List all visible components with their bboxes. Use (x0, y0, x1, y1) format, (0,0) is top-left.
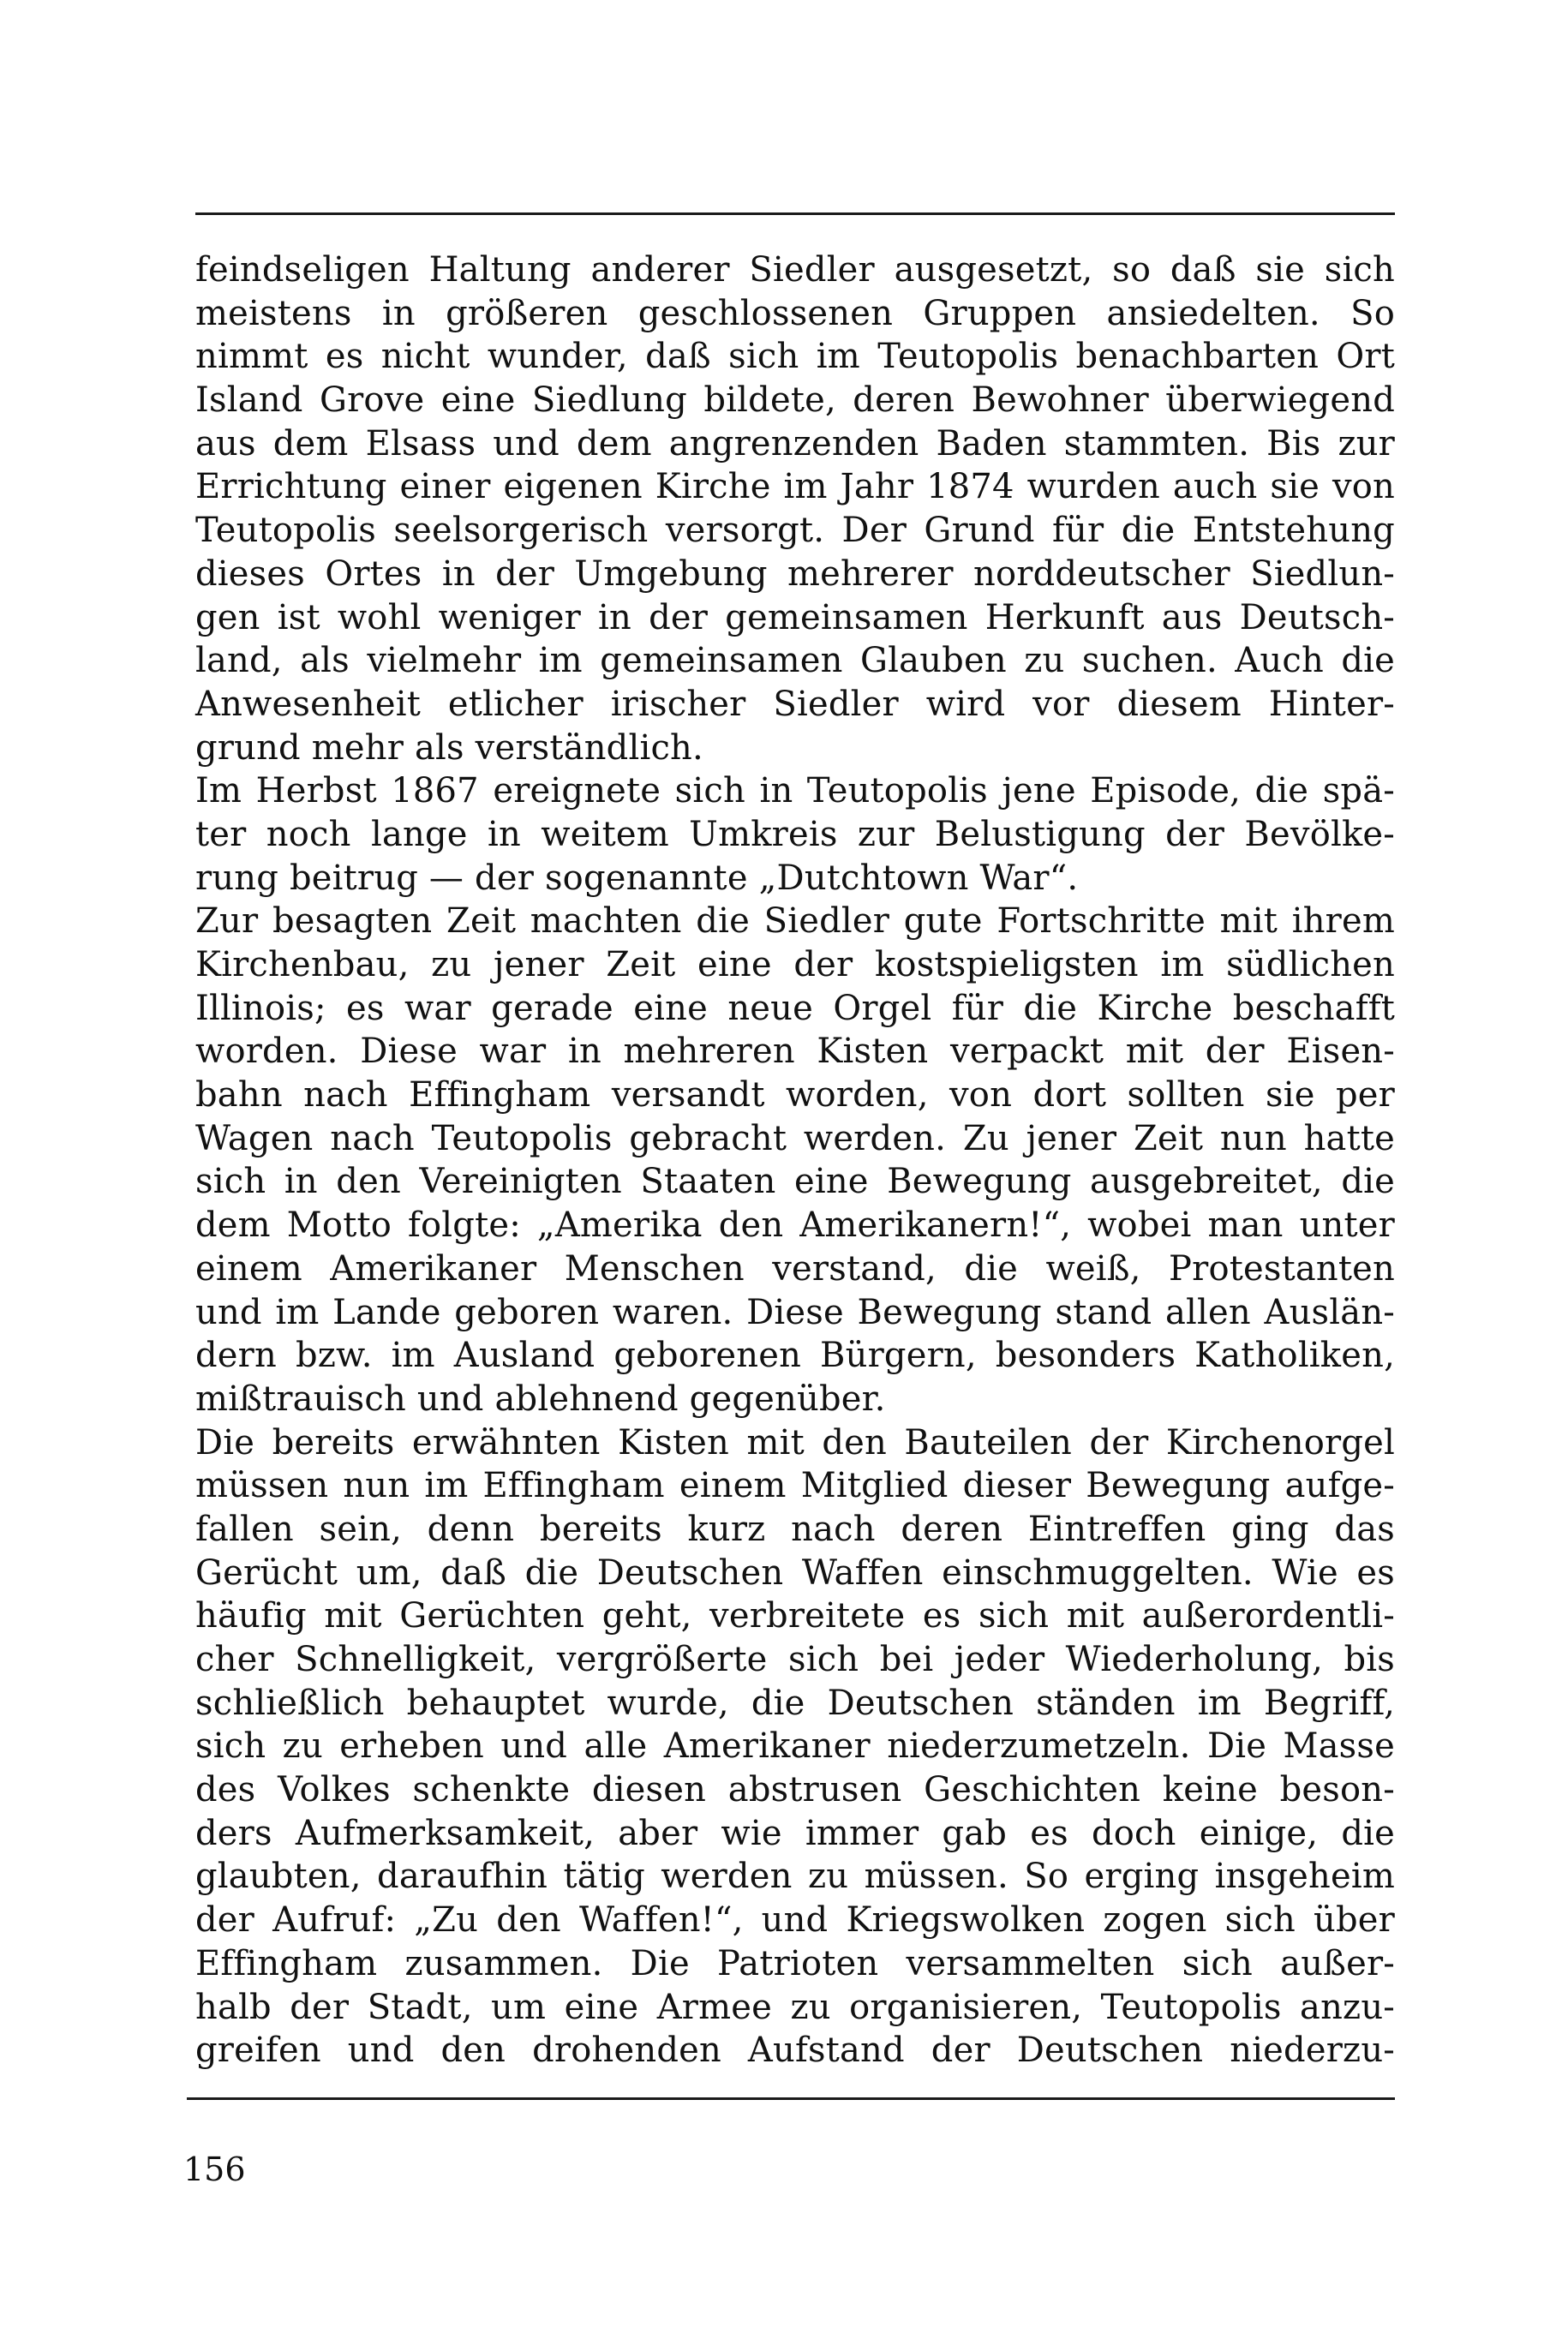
text-line: meistens in größeren geschlossenen Gruppen ansiedelten. So (195, 293, 1395, 333)
text-line: Gerücht um, daß die Deutschen Waffen einschmuggelten. Wie es (195, 1552, 1395, 1593)
text-line: halb der Stadt, um eine Armee zu organisieren, Teutopolis anzu- (195, 1987, 1395, 2027)
text-line: glaubten, daraufhin tätig werden zu müssen. So erging insgeheim (195, 1857, 1395, 1897)
text-line: ter noch lange in weitem Umkreis zur Belustigung der Bevölke- (195, 814, 1395, 854)
text-line: des Volkes schenkte diesen abstrusen Geschichten keine beson- (195, 1770, 1395, 1810)
text-line: Errichtung einer eigenen Kirche im Jahr 1874 wurden auch sie von (195, 467, 1395, 507)
page-number: 156 (183, 2151, 246, 2188)
text-line: schließlich behauptet wurde, die Deutschen ständen im Begriff, (195, 1683, 1395, 1723)
text-line: dem Motto folgte: „Amerika den Amerikanern!“, wobei man unter (195, 1205, 1395, 1246)
text-line: bahn nach Effingham versandt worden, von dort sollten sie per (195, 1075, 1395, 1116)
text-line: müssen nun im Effingham einem Mitglied dieser Bewegung aufge- (195, 1466, 1395, 1506)
text-line: und im Lande geboren waren. Diese Bewegung stand allen Auslän- (195, 1292, 1395, 1332)
text-line: land, als vielmehr im gemeinsamen Glauben zu suchen. Auch die (195, 641, 1395, 681)
text-line: greifen und den drohenden Aufstand der Deutschen niederzu- (195, 2031, 1395, 2071)
text-line: Teutopolis seelsorgerisch versorgt. Der Grund für die Entstehung (195, 511, 1395, 551)
text-line: Island Grove eine Siedlung bildete, deren Bewohner überwiegend (195, 380, 1395, 421)
text-line: ders Aufmerksamkeit, aber wie immer gab es doch einige, die (195, 1813, 1395, 1853)
body-text (195, 248, 1395, 2073)
text-line: sich zu erheben und alle Amerikaner niederzumetzeln. Die Masse (195, 1726, 1395, 1767)
text-line: worden. Diese war in mehreren Kisten verpackt mit der Eisen- (195, 1032, 1395, 1072)
text-line: cher Schnelligkeit, vergrößerte sich bei jeder Wiederholung, bis (195, 1640, 1395, 1679)
text-line: Zur besagten Zeit machten die Siedler gute Fortschritte mit ihrem (195, 901, 1395, 942)
text-line: Effingham zusammen. Die Patrioten versammelten sich außer- (195, 1943, 1395, 1983)
text-line: häufig mit Gerüchten geht, verbreitete es sich mit außerordentli- (195, 1596, 1395, 1636)
text-line: feindseligen Haltung anderer Siedler ausgesetzt, so daß sie sich (195, 250, 1395, 290)
text-line: dern bzw. im Ausland geborenen Bürgern, besonders Katholiken, (195, 1336, 1395, 1376)
text-line: Anwesenheit etlicher irischer Siedler wird vor diesem Hinter- (195, 684, 1395, 724)
text-line: aus dem Elsass und dem angrenzenden Baden stammten. Bis zur (195, 423, 1395, 464)
text-line: dieses Ortes in der Umgebung mehrerer norddeutscher Siedlun- (195, 553, 1395, 594)
text-line: gen ist wohl weniger in der gemeinsamen Herkunft aus Deutsch- (195, 597, 1395, 637)
text-line: Illinois; es war gerade eine neue Orgel für die Kirche beschafft (195, 988, 1395, 1028)
text-line: grund mehr als verständlich. (195, 727, 703, 768)
text-line: Wagen nach Teutopolis gebracht werden. Zu jener Zeit nun hatte (195, 1118, 1395, 1158)
footer-rule (187, 2097, 1395, 2100)
header-rule (195, 212, 1395, 215)
text-line: Die bereits erwähnten Kisten mit den Bauteilen der Kirchenorgel (195, 1422, 1395, 1463)
text-line: einem Amerikaner Menschen verstand, die weiß, Protestanten (195, 1248, 1395, 1289)
text-line: Kirchenbau, zu jener Zeit eine der kostspieligsten im südlichen (195, 945, 1395, 984)
text-line: mißtrauisch und ablehnend gegenüber. (195, 1379, 886, 1419)
text-line: rung beitrug — der sogenannte „Dutchtown War“. (195, 858, 1079, 898)
text-line: der Aufruf: „Zu den Waffen!“, und Kriegswolken zogen sich über (195, 1900, 1395, 1941)
text-line: fallen sein, denn bereits kurz nach deren Eintreffen ging das (195, 1509, 1395, 1549)
text-line: sich in den Vereinigten Staaten eine Bewegung ausgebreitet, die (195, 1162, 1395, 1202)
text-line: nimmt es nicht wunder, daß sich im Teutopolis benachbarten Ort (195, 337, 1395, 377)
text-line: Im Herbst 1867 ereignete sich in Teutopolis jene Episode, die spä- (195, 771, 1395, 811)
